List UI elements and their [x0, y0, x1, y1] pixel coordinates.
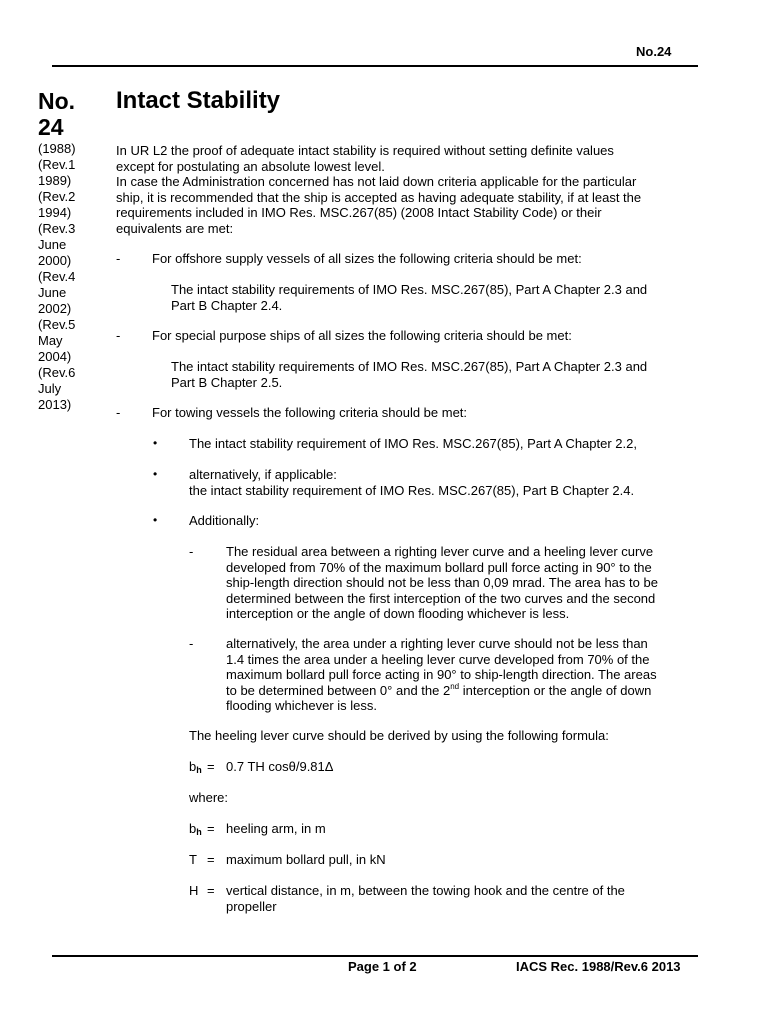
intro-line: In case the Administration concerned has not laid down criteria applicable for the particular: [116, 174, 637, 189]
bullet-icon: •: [153, 467, 158, 481]
revision-line: (Rev.2: [38, 189, 76, 204]
offshore-lead: For offshore supply vessels of all sizes the following criteria should be met:: [152, 251, 582, 266]
document-reference: IACS Rec. 1988/Rev.6 2013: [516, 959, 681, 974]
special-lead: For special purpose ships of all sizes the following criteria should be met:: [152, 328, 572, 343]
variable-equals: =: [207, 883, 215, 898]
area-ratio-paragraph: alternatively, the area under a righting lever curve should not be less than 1.4 times the area under a heeling lever curve developed from 70% of the maximum bollard pull force acting in 90° to ship-length direction. The areas to be determined between 0° and the 2nd interception or the angle of down flooding whichever is less.: [226, 636, 657, 713]
towing-lead: For towing vessels the following criteria should be met:: [152, 405, 468, 420]
intro-line: equivalents are met:: [116, 220, 234, 236]
bullet-icon: •: [153, 436, 158, 450]
formula-symbol: $b_h$: [189, 759, 202, 775]
formula-expression: 0.7 TH cosθ/9.81Δ: [226, 759, 334, 774]
revision-line: 1994): [38, 205, 72, 220]
intro-line: requirements included in IMO Res. MSC.267(85) (2008 Intact Stability Code) or their: [116, 205, 602, 220]
recommendation-number: No. 24: [38, 88, 76, 140]
variable-symbol: T: [189, 852, 197, 867]
revision-history: [38, 141, 108, 413]
revision-line: 2002): [38, 301, 72, 316]
variable-equals: =: [207, 852, 215, 867]
intro-paragraph: [116, 143, 641, 236]
revision-line: June: [38, 285, 67, 300]
page-title: Intact Stability: [116, 87, 281, 114]
revision-line: (Rev.6: [38, 365, 76, 380]
header-number: No.24: [636, 44, 672, 59]
revision-line: (Rev.5: [38, 317, 76, 332]
list-dash: -: [116, 405, 121, 420]
variable-equals: =: [207, 821, 215, 836]
formula-equals: =: [207, 759, 215, 774]
top-rule: [52, 65, 698, 67]
revision-line: (Rev.4: [38, 269, 76, 284]
revision-line: (Rev.1: [38, 157, 76, 172]
towing-bullet-1: The intact stability requirement of IMO Res. MSC.267(85), Part A Chapter 2.2,: [189, 436, 637, 451]
revision-line: 1989): [38, 173, 72, 188]
revision-line: 2013): [38, 397, 72, 412]
variable-symbol: H: [189, 883, 199, 898]
revision-line: (Rev.3: [38, 221, 76, 236]
bottom-rule: [52, 955, 698, 957]
revision-line: June: [38, 237, 67, 252]
revision-line: (1988): [38, 141, 76, 156]
page-indicator: Page 1 of 2: [348, 959, 417, 974]
intro-line: ship, it is recommended that the ship is accepted as having adequate stability, if at least the: [116, 189, 642, 205]
variable-definition: heeling arm, in m: [226, 821, 326, 836]
revision-line: May: [38, 333, 63, 348]
intro-line: In UR L2 the proof of adequate intact stability is required without setting definite values: [116, 143, 614, 158]
sub-dash: -: [189, 636, 194, 651]
offshore-requirement: The intact stability requirements of IMO Res. MSC.267(85), Part A Chapter 2.3 and Part B Chapter 2.4.: [171, 282, 648, 313]
list-dash: -: [116, 251, 121, 266]
revision-line: July: [38, 381, 62, 396]
where-label: where:: [189, 790, 229, 805]
bullet-icon: •: [153, 513, 158, 527]
revision-line: 2004): [38, 349, 72, 364]
formula-intro: The heeling lever curve should be derived by using the following formula:: [189, 728, 609, 743]
towing-bullet-3: Additionally:: [189, 513, 260, 528]
residual-area-paragraph: The residual area between a righting lever curve and a heeling lever curve developed from 70% of the maximum bollard pull force acting in 90° to the ship-length direction should not be less than 0,09 mrad. The area has to be determined between the first interception of the two curves and the second interception or the angle of down flooding whichever is less.: [226, 544, 658, 621]
towing-bullet-2: alternatively, if applicable: the intact stability requirement of IMO Res. MSC.267(85), Part B Chapter 2.4.: [189, 467, 635, 498]
variable-symbol: $b_h$: [189, 821, 202, 837]
intro-line: except for postulating an absolute lowest level.: [116, 158, 385, 174]
variable-definition: maximum bollard pull, in kN: [226, 852, 386, 867]
variable-definition: vertical distance, in m, between the towing hook and the centre of the propeller: [226, 883, 625, 914]
sub-dash: -: [189, 544, 194, 559]
special-requirement: The intact stability requirements of IMO Res. MSC.267(85), Part A Chapter 2.3 and Part B Chapter 2.5.: [171, 359, 648, 390]
revision-line: 2000): [38, 253, 72, 268]
list-dash: -: [116, 328, 121, 343]
